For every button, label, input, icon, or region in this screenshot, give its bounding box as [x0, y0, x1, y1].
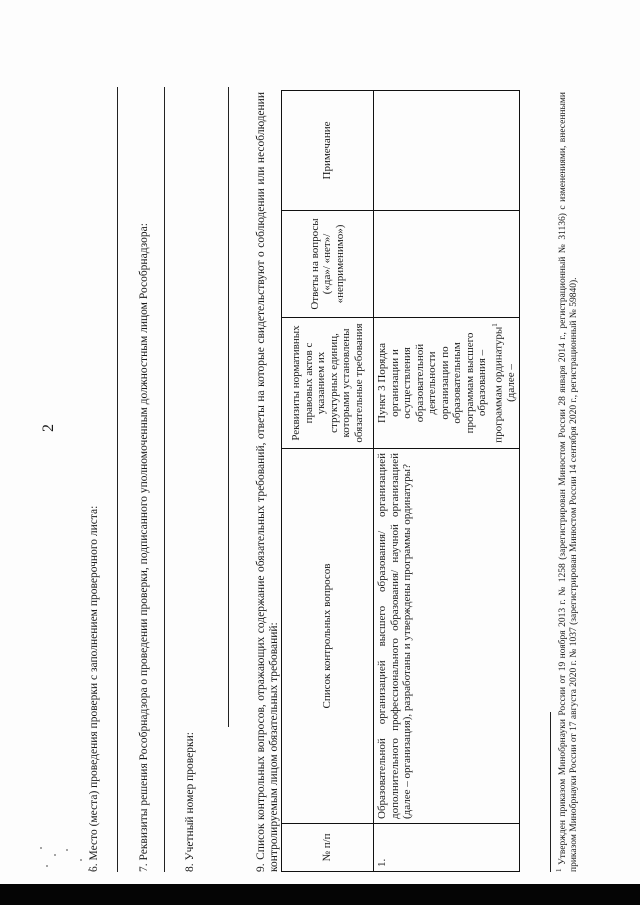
rotated-document-page: [30, 12, 590, 872]
item-7-decision: 7. Реквизиты решения Рособрнадзора о проведении проверки, подписанного уполномоченным должностным лицом Рособрнадзора:: [138, 223, 150, 872]
footnote-text: Утвержден приказом Минобрнауки России от 19 ноября 2013 г. № 1258 (зарегистрирован Минюстом России 28 января 2014 г., регистрационный № 31136) с изменениями, внесенными приказом Минобрнауки России от 17 августа 2020 г. № 1037 (зарегистрирован Минюстом России 14 сентября 2020 г., регистрационный № 59840).: [558, 92, 580, 872]
scanner-bottom-bar: [0, 884, 640, 905]
item-6-place: 6. Место (места) проведения проверки с заполнением проверочного листа:: [88, 505, 100, 872]
row-requisite-text: Пункт 3 Порядка организации и осуществления образовательной деятельности организации по образовательным программам высшего образования – программам ординатуры: [376, 326, 505, 443]
row-question: Образовательной организацией высшего образования/ организацией дополнительного профессионального образования/ научной организацией (далее – организация), разработаны и утверждены программы ординатуры?: [374, 449, 520, 824]
fill-line-record-number: [228, 87, 229, 727]
row-note: [374, 91, 520, 211]
fill-line-place: [117, 87, 118, 872]
control-questions-table: [281, 90, 520, 872]
page-number: 2: [40, 424, 57, 432]
footnote: [554, 92, 580, 872]
fill-line-decision: [164, 87, 165, 872]
header-num: № п/п: [282, 824, 374, 872]
table-row: [374, 91, 520, 872]
row-number: 1.: [374, 824, 520, 872]
header-answers: Ответы на вопросы («да»/ «нет»/ «неприменимо»): [282, 211, 374, 318]
row-answer: [374, 211, 520, 318]
footnote-divider: [550, 712, 551, 872]
row-requisite-tail: (далее –: [504, 364, 517, 402]
item-8-record-number: 8. Учетный номер проверки:: [184, 732, 196, 872]
header-note: Примечание: [282, 91, 374, 211]
table-header-row: [282, 91, 374, 872]
item-9-checklist-intro: 9. Список контрольных вопросов, отражающих содержание обязательных требований, ответы на которые свидетельствуют о соблюдении или несоблюдении контролируемым лицом обязательных требований:: [255, 92, 280, 872]
header-questions: Список контрольных вопросов: [282, 449, 374, 824]
footnote-mark: 1: [555, 868, 563, 872]
header-requisites: Реквизиты нормативных правовых актов с указанием их структурных единиц, которыми установлены обязательные требования: [282, 318, 374, 449]
row-requisite-footnote-mark: 1: [490, 323, 499, 327]
row-requisite: [374, 318, 520, 449]
